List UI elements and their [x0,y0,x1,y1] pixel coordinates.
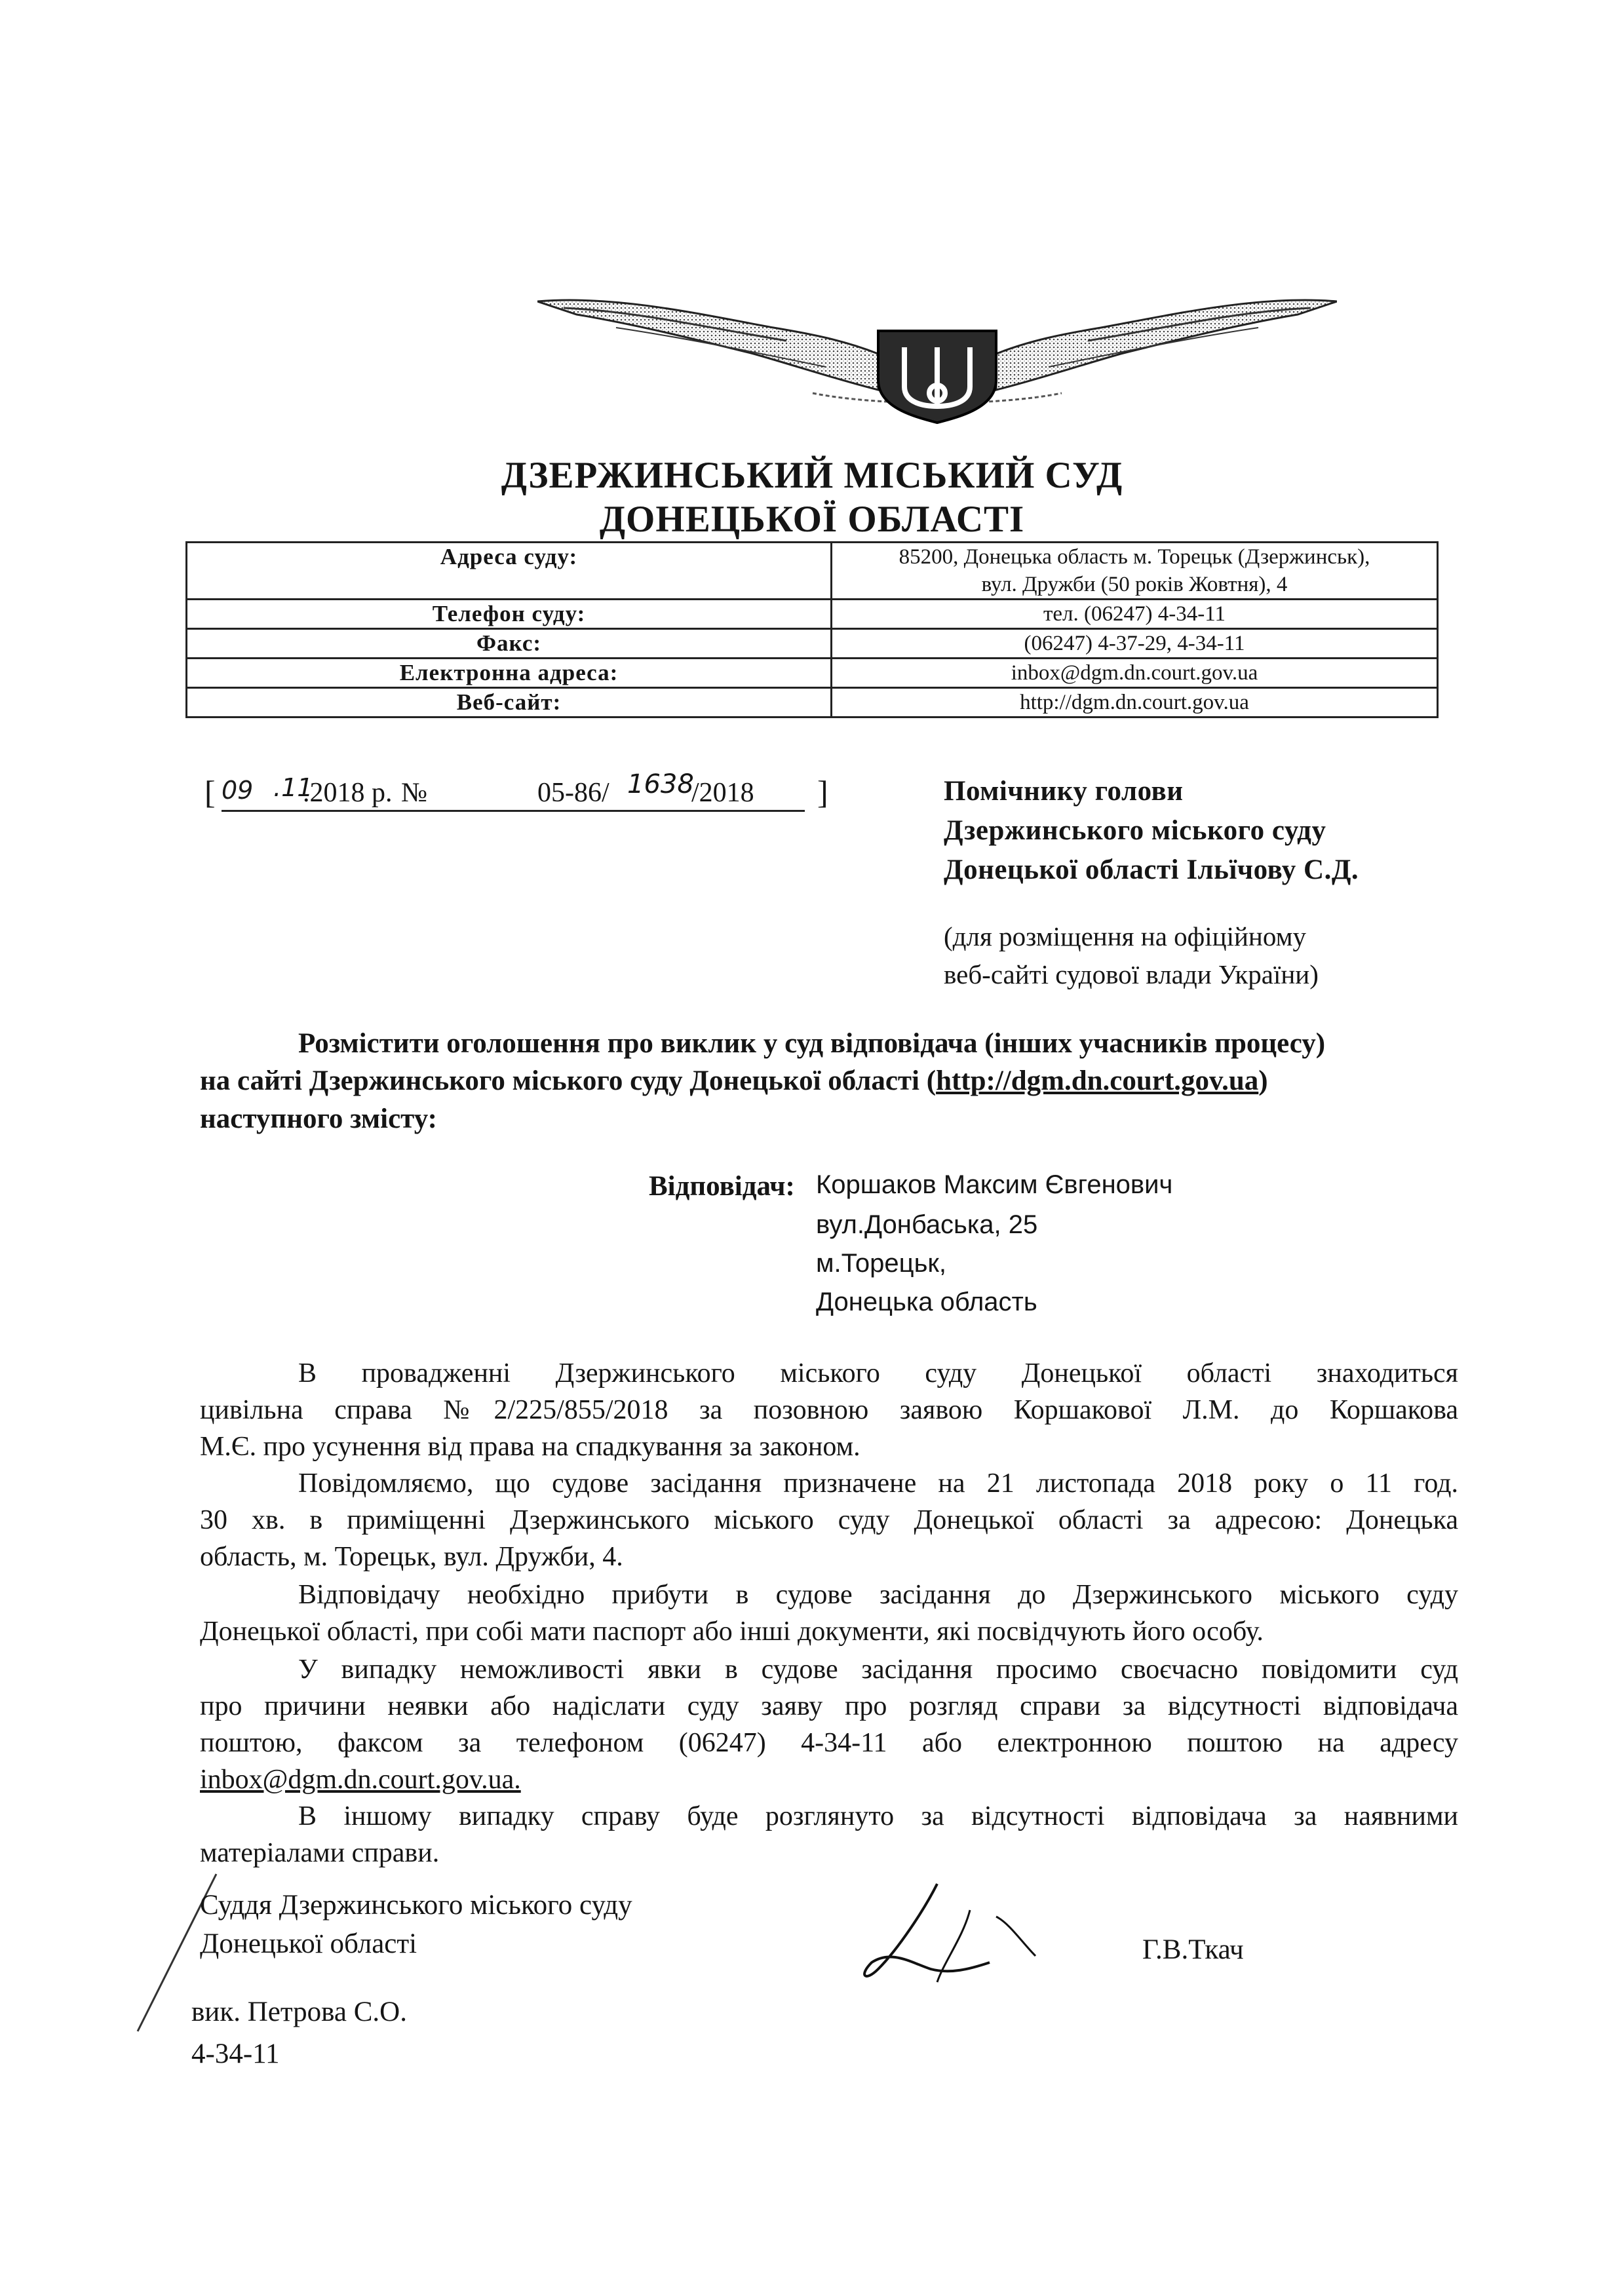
paragraph1-line1: В провадженні Дзержинського міського суду Донецької області знаходиться [298,1358,1458,1388]
court-emblem-icon [537,275,1337,426]
instruction-line2 [200,1065,1268,1097]
addressee-note-line2: веб-сайті судової влади України) [944,959,1319,989]
address-value-line1: 85200, Донецька область м. Торецьк (Дзержинськ), [899,545,1370,569]
instruction-line2-close: ) [1258,1065,1268,1096]
website-label: Веб-сайт: [187,688,832,718]
paragraph1-line3: М.Є. про усунення від права на спадкування за законом. [200,1432,860,1462]
reference-number-suffix: /2018 [691,778,754,808]
respondent-name: Коршаков Максим Євгенович [816,1170,1173,1199]
fax-value: (06247) 4-37-29, 4-34-11 [832,629,1438,659]
addressee-note-line1: (для розміщення на офіційному [944,921,1307,951]
email-value: inbox@dgm.dn.court.gov.ua [832,659,1438,688]
paragraph5-line2: матеріалами справи. [200,1838,440,1868]
executor-phone: 4-34-11 [191,2038,280,2069]
table-row-email [187,659,1438,688]
judge-position-line2: Донецької області [200,1928,417,1959]
reference-underline [222,810,805,812]
reference-number-handwritten: 1638 [627,769,694,799]
phone-label: Телефон суду: [187,600,832,629]
paragraph2-line1: Повідомляємо, що судове засідання призначене на 21 листопада 2018 року о 11 год. [298,1468,1458,1499]
paragraph2-line2: 30 хв. в приміщенні Дзержинського міського суду Донецької області за адресою: Донецька [200,1505,1458,1535]
email-label: Електронна адреса: [187,659,832,688]
email-link[interactable]: inbox@dgm.dn.court.gov.ua. [200,1765,521,1795]
paragraph5-line1: В іншому випадку справу буде розглянуто за відсутності відповідача за наявними [298,1801,1458,1831]
instruction-line3: наступного змісту: [200,1103,437,1134]
executor-name: вик. Петрова С.О. [191,1997,407,2027]
address-label: Адреса суду: [187,543,832,600]
respondent-city: м.Торецьк, [816,1249,947,1278]
reference-day: 09 [222,776,254,805]
instruction-line2-text: на сайті Дзержинського міського суду Донецької області ( [200,1065,937,1096]
reference-number-prefix: 05-86/ [537,778,609,808]
phone-value: тел. (06247) 4-34-11 [832,600,1438,629]
reference-number-sign: № [401,778,428,808]
court-name-line2: ДОНЕЦЬКОЇ ОБЛАСТІ [599,499,1025,540]
paragraph2-line3: область, м. Торецьк, вул. Дружби, 4. [200,1542,623,1572]
reference-month: .11 [273,773,313,802]
respondent-label: Відповідач: [649,1171,795,1202]
table-row-address [187,543,1438,600]
judge-position-line1: Суддя Дзержинського міського суду [200,1890,632,1921]
handwritten-signature [839,1871,1055,2002]
court-name-line1: ДЗЕРЖИНСЬКИЙ МІСЬКИЙ СУД [501,455,1123,496]
website-value: http://dgm.dn.court.gov.ua [832,688,1438,718]
addressee-line2: Дзержинського міського суду [944,815,1326,846]
addressee-line3: Донецької області Ільїчову С.Д. [944,854,1359,885]
instruction-line1: Розмістити оголошення про виклик у суд відповідача (інших учасників процесу) [298,1028,1326,1059]
address-value-line2: вул. Дружби (50 років Жовтня), 4 [981,573,1288,596]
reference-bracket-open: [ [204,774,216,811]
table-row-phone [187,600,1438,629]
respondent-region: Донецька область [816,1288,1037,1316]
paragraph4-line3: поштою, факсом за телефоном (06247) 4-34-11 або електронною поштою на адресу [200,1728,1458,1758]
reference-bracket-close: ] [817,774,828,811]
paragraph4-line2: про причини неявки або надіслати суду заяву про розгляд справи за відсутності відповідача [200,1691,1458,1721]
fax-label: Факс: [187,629,832,659]
paragraph3-line1: Відповідачу необхідно прибути в судове засідання до Дзержинського міського суду [298,1580,1458,1610]
table-row-fax [187,629,1438,659]
paragraph4-line1: У випадку неможливості явки в судове засідання просимо своєчасно повідомити суд [298,1655,1458,1685]
paragraph1-line2: цивільна справа №2/225/855/2018 за позовною заявою Коршакової Л.М. до Коршакова [200,1395,1458,1425]
paragraph3-line2: Донецької області, при собі мати паспорт або інші документи, які посвідчують його особу. [200,1617,1264,1647]
table-row-website [187,688,1438,718]
respondent-street: вул.Донбаська, 25 [816,1210,1038,1239]
judge-name: Г.В.Ткач [1142,1934,1244,1965]
court-info-table [185,541,1439,718]
addressee-line1: Помічнику голови [944,776,1184,807]
outgoing-reference [204,769,828,813]
website-link[interactable]: http://dgm.dn.court.gov.ua [936,1065,1259,1096]
address-value [832,543,1438,600]
reference-year: .2018 р. [303,778,393,808]
